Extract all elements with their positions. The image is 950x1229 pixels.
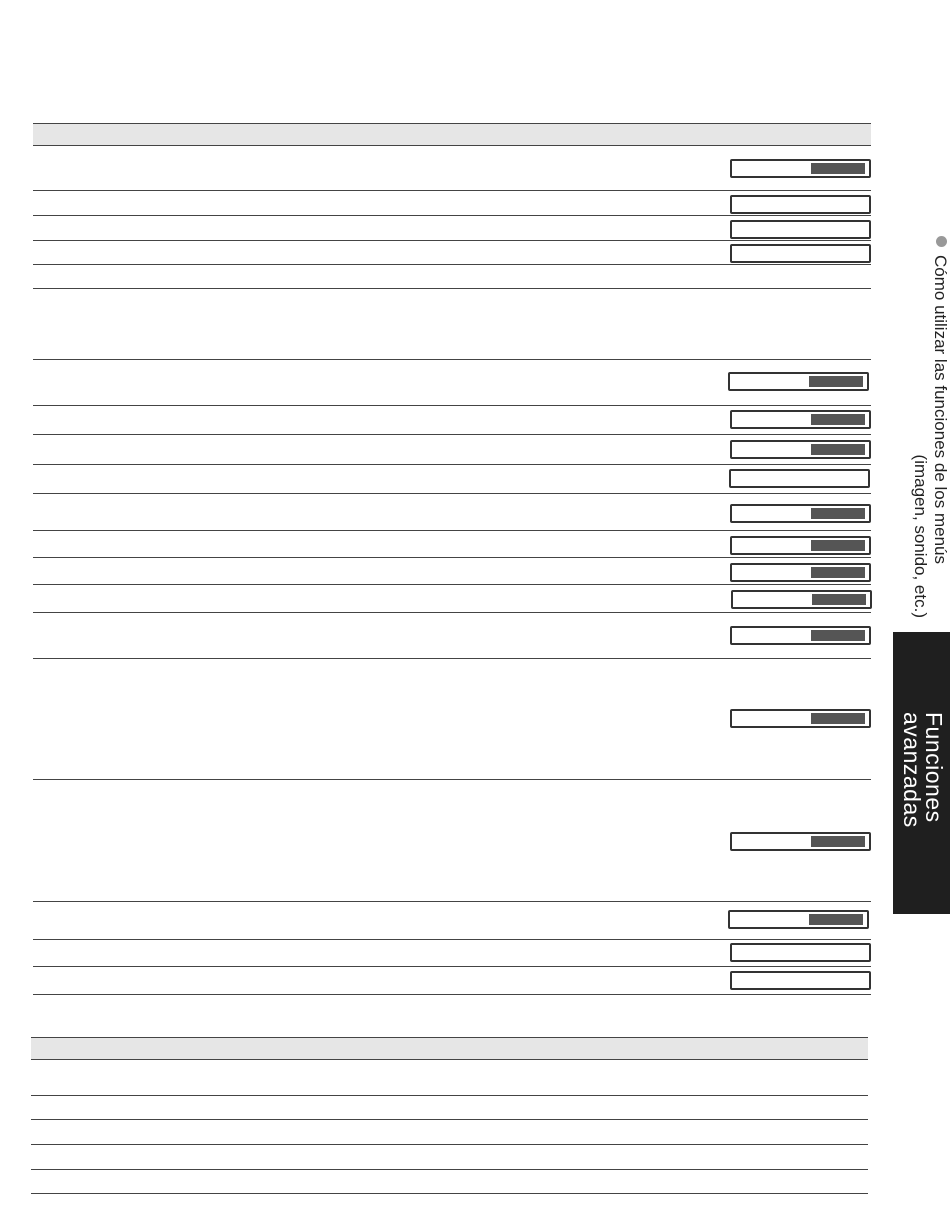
level-bar (728, 910, 869, 929)
side-label-line2: (imagen, sonido, etc.) (911, 454, 930, 618)
row-divider (33, 493, 871, 494)
level-bar (728, 372, 869, 391)
row-divider (33, 405, 871, 406)
secondary-table (31, 1037, 868, 1194)
level-bar (730, 244, 871, 263)
row-divider (33, 779, 871, 780)
level-bar (730, 504, 871, 523)
bullet-icon (936, 236, 947, 247)
level-bar-fill (811, 508, 865, 519)
row-divider (33, 288, 871, 289)
chapter-tab-line1: Funciones (921, 712, 947, 823)
row-divider (31, 1169, 868, 1170)
level-bar (730, 563, 871, 582)
row-divider (33, 612, 871, 613)
level-bar (730, 410, 871, 429)
level-bar (729, 469, 870, 488)
level-bar-fill (809, 376, 863, 387)
level-bar (730, 440, 871, 459)
row-divider (33, 966, 871, 967)
level-bar-fill (809, 914, 863, 925)
row-divider (33, 464, 871, 465)
row-divider (31, 1144, 868, 1145)
chapter-tab-line2: avanzadas (899, 712, 925, 828)
table-header (33, 123, 871, 146)
row-divider (33, 190, 871, 191)
section-side-label (898, 236, 950, 626)
level-bar-fill (811, 444, 865, 455)
row-divider (33, 994, 871, 995)
row-divider (33, 584, 871, 585)
level-bar-fill (811, 414, 865, 425)
row-divider (33, 240, 871, 241)
row-divider (31, 1095, 868, 1096)
level-bar-fill (811, 836, 865, 847)
level-bar-fill (811, 540, 865, 551)
row-divider (33, 530, 871, 531)
level-bar (730, 709, 871, 728)
row-divider (31, 1119, 868, 1120)
level-bar-fill (811, 630, 865, 641)
level-bar-fill (811, 163, 865, 174)
level-bar (730, 943, 871, 962)
level-bar-fill (812, 594, 866, 605)
settings-table (33, 123, 871, 995)
row-divider (33, 939, 871, 940)
level-bar (730, 159, 871, 178)
row-divider (31, 1193, 868, 1194)
row-divider (33, 215, 871, 216)
table-header (31, 1037, 868, 1060)
row-divider (33, 557, 871, 558)
level-bar (730, 832, 871, 851)
level-bar (730, 626, 871, 645)
row-divider (33, 901, 871, 902)
row-divider (33, 658, 871, 659)
level-bar (731, 590, 872, 609)
level-bar (730, 536, 871, 555)
level-bar-fill (811, 567, 865, 578)
row-divider (33, 264, 871, 265)
row-divider (33, 434, 871, 435)
chapter-tab (893, 632, 950, 914)
level-bar (730, 195, 871, 214)
side-label-line1: Cómo utilizar las funciones de los menús (931, 255, 950, 564)
row-divider (33, 359, 871, 360)
level-bar (730, 971, 871, 990)
level-bar-fill (811, 713, 865, 724)
level-bar (730, 220, 871, 239)
